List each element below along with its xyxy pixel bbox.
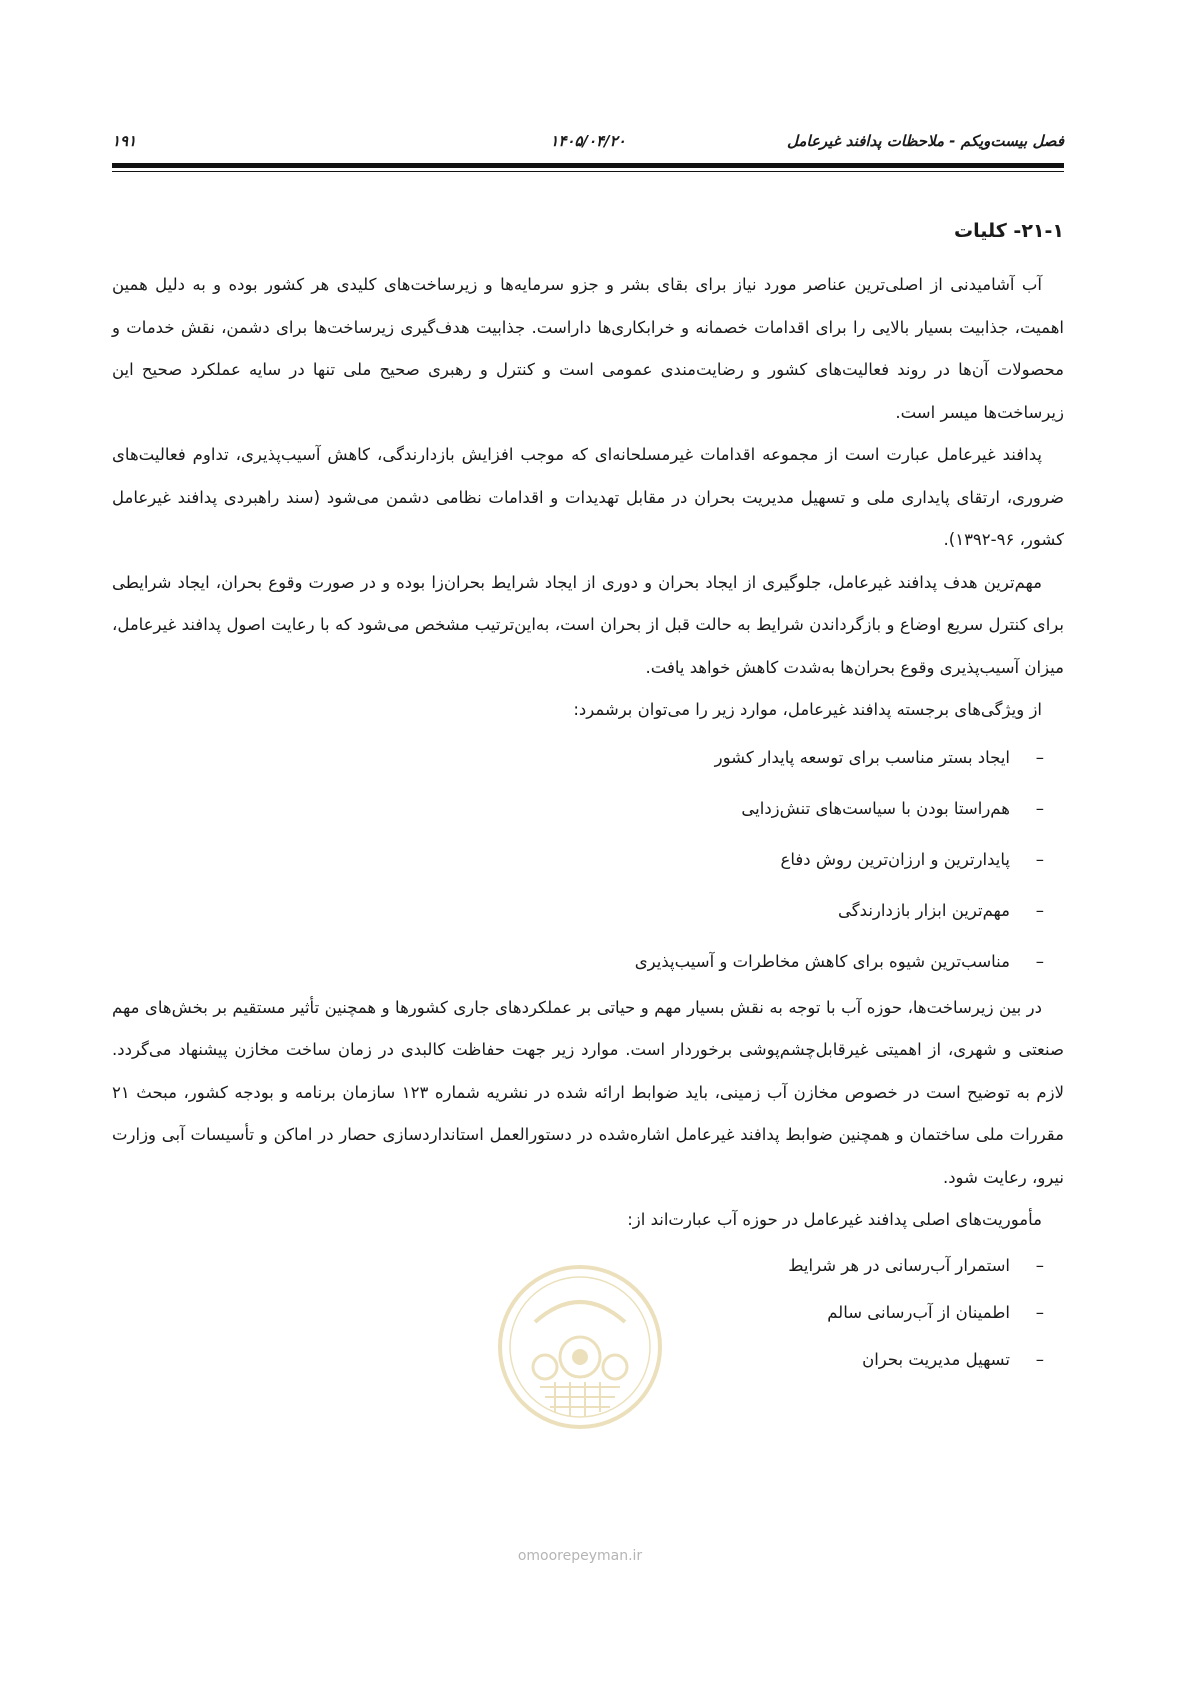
list-item-text: مهم‌ترین ابزار بازدارندگی xyxy=(838,900,1010,920)
paragraph-missions-intro: مأموریت‌های اصلی پدافند غیرعامل در حوزه آب عبارت‌اند از: xyxy=(627,1210,1042,1229)
list-item-text: تسهیل مدیریت بحران xyxy=(862,1349,1010,1369)
bullet-dash: – xyxy=(1035,747,1044,767)
bullet-dash: – xyxy=(1035,951,1044,971)
list-item-text: مناسب‌ترین شیوه برای کاهش مخاطرات و آسیب‌پذیری xyxy=(634,951,1010,971)
list-item xyxy=(112,834,1044,885)
page-body xyxy=(112,212,1064,1383)
watermark-site: omoorepeyman.ir xyxy=(517,1548,643,1564)
bullet-dash: – xyxy=(1035,1255,1044,1275)
page-header xyxy=(112,132,1064,154)
paragraph-passive-defense-definition: پدافند غیرعامل عبارت است از مجموعه اقدامات غیرمسلحانه‌ای که موجب افزایش بازدارندگی، کاهش آسیب‌پذیری، تداوم فعالیت‌های ضروری، ارتقای پایداری ملی و تسهیل مدیریت بحران در مقابل تهدیدات و اقدامات نظامی دشمن می‌شود (سند راهبردی پدافند غیرعامل کشور، ۹۶-۱۳۹۲). xyxy=(112,445,1064,549)
header-rule-thick xyxy=(112,163,1064,168)
section-title: ۲۱-۱- کلیات xyxy=(954,220,1064,242)
bullet-dash: – xyxy=(1035,900,1044,920)
watermark-logo-icon xyxy=(495,1262,665,1432)
bullet-dash: – xyxy=(1035,798,1044,818)
paragraph-water-infrastructure: در بین زیرساخت‌ها، حوزه آب با توجه به نقش بسیار مهم و حیاتی بر عملکردهای جاری کشورها و همچنین تأثیر مستقیم بر بخش‌های مهم صنعتی و شهری، از اهمیتی غیرقابل‌چشم‌پوشی برخوردار است. موارد زیر جهت حفاظت کالبدی در زمان ساخت مخازن پیشنهاد می‌گردد. لازم به توضیح است در خصوص مخازن آب زمینی، باید ضوابط ارائه شده در نشریه شماره ۱۲۳ سازمان برنامه و بودجه کشور، مبحث ۲۱ مقررات ملی ساختمان و همچنین ضوابط پدافند غیرعامل اشاره‌شده در دستورالعمل استانداردسازی حصار در اماکن و تأسیسات آبی وزارت نیرو، رعایت شود. xyxy=(112,997,1064,1187)
list-item xyxy=(112,732,1044,783)
header-date: ۱۴۰۵/۰۴/۲۰ xyxy=(550,132,626,150)
list-item xyxy=(112,783,1044,834)
list-item xyxy=(112,936,1044,987)
bullet-dash: – xyxy=(1035,1302,1044,1322)
paragraph-features-intro: از ویژگی‌های برجسته پدافند غیرعامل، موارد زیر را می‌توان برشمرد: xyxy=(573,700,1042,719)
bullet-dash: – xyxy=(1035,1349,1044,1369)
list-item-text: پایدارترین و ارزان‌ترین روش دفاع xyxy=(780,849,1010,869)
chapter-title: فصل بیست‌ویکم - ملاحظات پدافند غیرعامل xyxy=(787,132,1064,150)
header-rule-thin xyxy=(112,171,1064,172)
page-number: ۱۹۱ xyxy=(112,132,137,150)
list-item-text: ایجاد بستر مناسب برای توسعه پایدار کشور xyxy=(714,747,1010,767)
list-item-text: اطمینان از آب‌رسانی سالم xyxy=(827,1302,1010,1322)
list-item xyxy=(112,885,1044,936)
list-item-text: استمرار آب‌رسانی در هر شرایط xyxy=(788,1255,1010,1275)
paragraph-passive-defense-goal: مهم‌ترین هدف پدافند غیرعامل، جلوگیری از ایجاد بحران و دوری از ایجاد شرایط بحران‌زا بوده و در صورت وقوع بحران، ایجاد شرایطی برای کنترل سریع اوضاع و بازگرداندن شرایط به حالت قبل از بحران است، به‌این‌ترتیب مشخص می‌شود که با رعایت اصول پدافند غیرعامل، میزان آسیب‌پذیری وقوع بحران‌ها به‌شدت کاهش خواهد یافت. xyxy=(112,572,1064,677)
list-item-text: هم‌راستا بودن با سیاست‌های تنش‌زدایی xyxy=(741,798,1010,818)
bullet-dash: – xyxy=(1035,849,1044,869)
paragraph-drinking-water: آب آشامیدنی از اصلی‌ترین عناصر مورد نیاز برای بقای بشر و جزو سرمایه‌ها و زیرساخت‌های کلیدی هر کشور بوده و به دلیل همین اهمیت، جذابیت بسیار بالایی را برای اقدامات خصمانه و خرابکاری‌ها داراست. جذابیت هدف‌گیری زیرساخت‌ها برای دشمن، نقش خدمات و محصولات آن‌ها در روند فعالیت‌های کشور و رضایت‌مندی عمومی است و کنترل و رهبری صحیح ملی تنها در سایه عملکرد صحیح این زیرساخت‌ها میسر است. xyxy=(112,275,1064,422)
features-list xyxy=(112,732,1064,987)
